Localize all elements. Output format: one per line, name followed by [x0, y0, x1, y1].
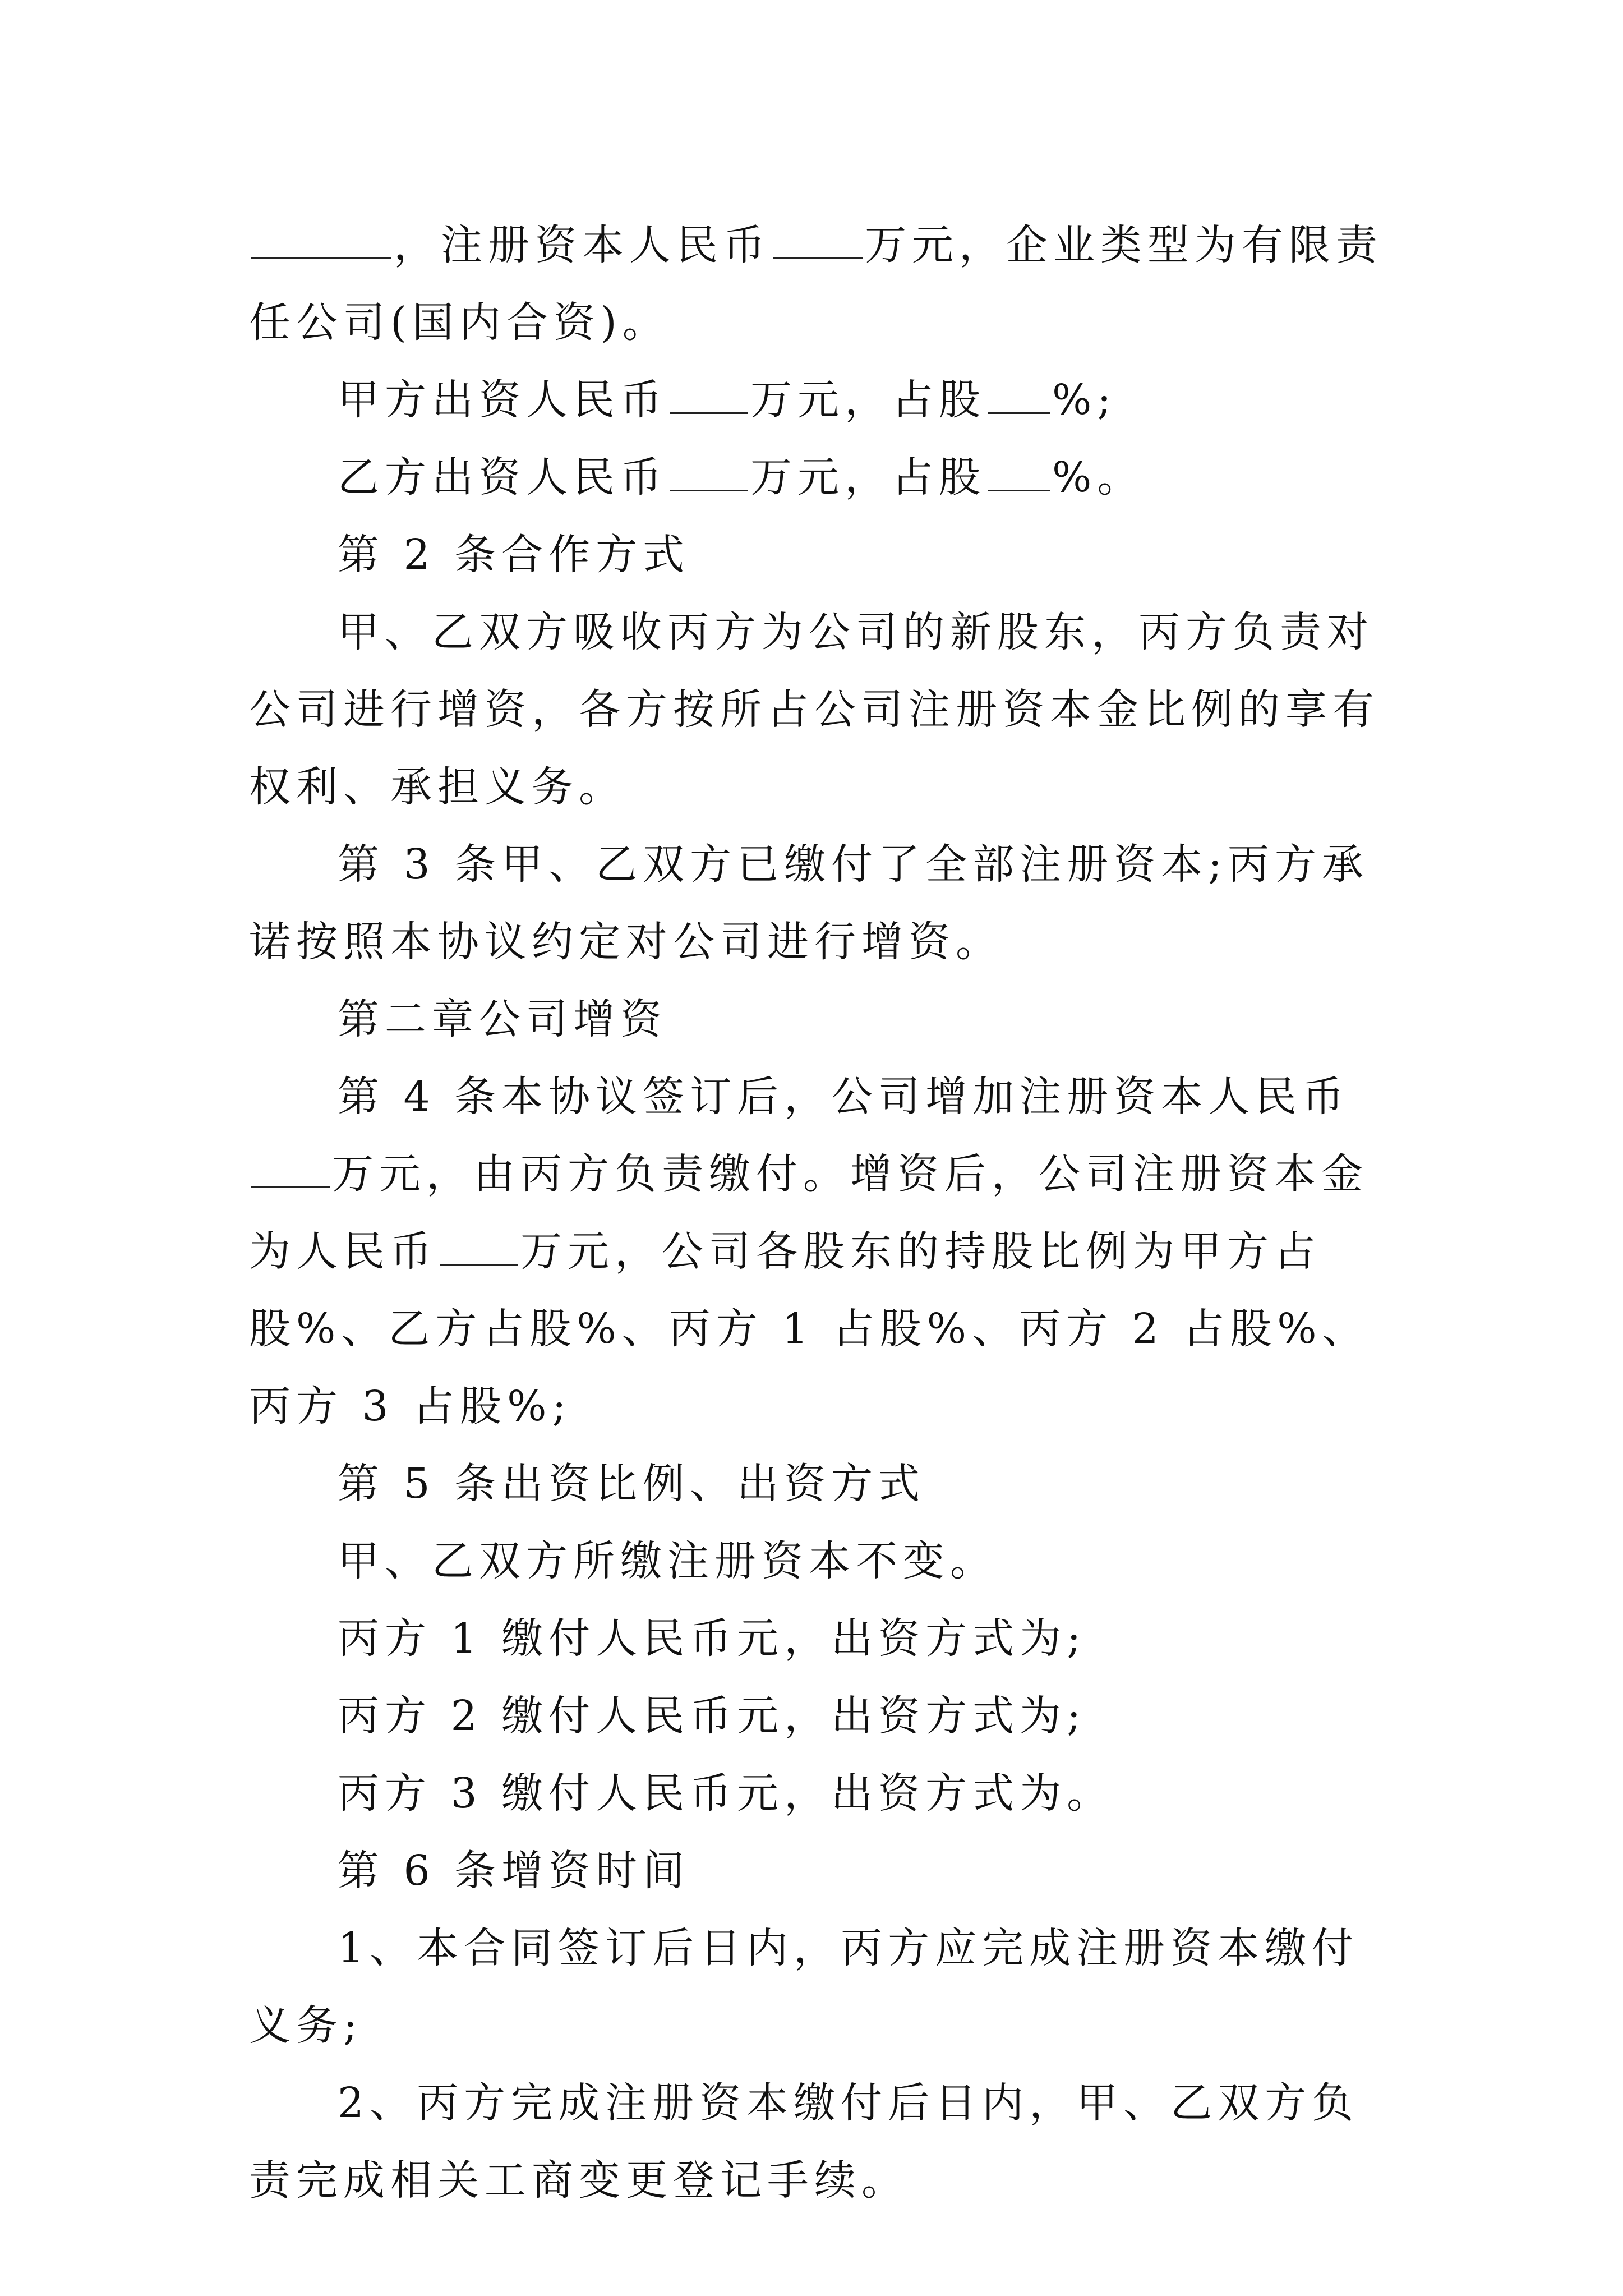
text-party-b-percent-sign: %。: [1052, 453, 1145, 501]
paragraph-party-b-contribution: [249, 439, 1387, 516]
text-article-4-start: 第 4 条本协议签订后，公司增加注册资本人民币: [338, 1073, 1350, 1121]
blank-registered-capital-amount: [773, 225, 863, 259]
heading-article-5: 第 5 条出资比例、出资方式: [338, 1460, 926, 1508]
blank-party-a-percent: [988, 380, 1050, 414]
heading-chapter-2: 第二章公司增资: [338, 995, 667, 1043]
text-party-a-percent-sign: %;: [1052, 376, 1117, 424]
text-party-a-contribution: 甲方出资人民币: [338, 376, 667, 424]
paragraph-party-c1-payment: 丙方 1 缴付人民币元，出资方式为;: [338, 1614, 1087, 1663]
text-article-4-middle: 万元，由丙方负责缴付。增资后，公司注册资本金为人民币: [249, 1150, 1368, 1276]
text-registered-capital: ，注册资本人民币: [394, 221, 771, 269]
paragraph-article-6-item-2: 2、丙方完成注册资本缴付后日内，甲、乙双方负责完成相关工商变更登记手续。: [249, 2079, 1359, 2205]
text-party-a-share: 万元，占股: [750, 376, 986, 424]
blank-party-b-amount: [670, 457, 748, 491]
text-article-4-end: 万元，公司各股东的持股比例为甲方占股%、乙方占股%、丙方 1 占股%、丙方 2 占股%、丙方 3 占股%;: [249, 1227, 1370, 1430]
heading-article-2: 第 2 条合作方式: [338, 531, 690, 579]
document-body: [249, 206, 1387, 2219]
blank-company-name: [251, 225, 391, 259]
paragraph-article-4: [249, 1058, 1387, 1445]
blank-total-capital: [440, 1231, 518, 1266]
blank-increase-amount: [251, 1154, 330, 1188]
paragraph-article-3: 第 3 条甲、乙双方已缴付了全部注册资本;丙方承诺按照本协议约定对公司进行增资。: [249, 840, 1370, 966]
heading-article-6: 第 6 条增资时间: [338, 1847, 690, 1895]
paragraph-article-2-body: 甲、乙双方吸收丙方为公司的新股东，丙方负责对公司进行增资，各方按所占公司注册资本金比例的享有权利、承担义务。: [249, 608, 1380, 811]
paragraph-party-c2-payment: 丙方 2 缴付人民币元，出资方式为;: [338, 1692, 1087, 1740]
text-party-b-share: 万元，占股: [750, 453, 986, 501]
blank-party-b-percent: [988, 457, 1050, 491]
paragraph-article-6-item-1: 1、本合同签订后日内，丙方应完成注册资本缴付义务;: [249, 1924, 1359, 2050]
paragraph-article-5-unchanged: 甲、乙双方所缴注册资本不变。: [338, 1537, 997, 1585]
paragraph-party-c3-payment: 丙方 3 缴付人民币元，出资方式为。: [338, 1769, 1114, 1818]
text-party-b-contribution: 乙方出资人民币: [338, 453, 667, 501]
blank-party-a-amount: [670, 380, 748, 414]
paragraph-registered-capital: [249, 206, 1387, 361]
text-company-type: 万元，企业类型为有限责任公司(国内合资)。: [249, 221, 1383, 347]
paragraph-party-a-contribution: [249, 361, 1387, 439]
